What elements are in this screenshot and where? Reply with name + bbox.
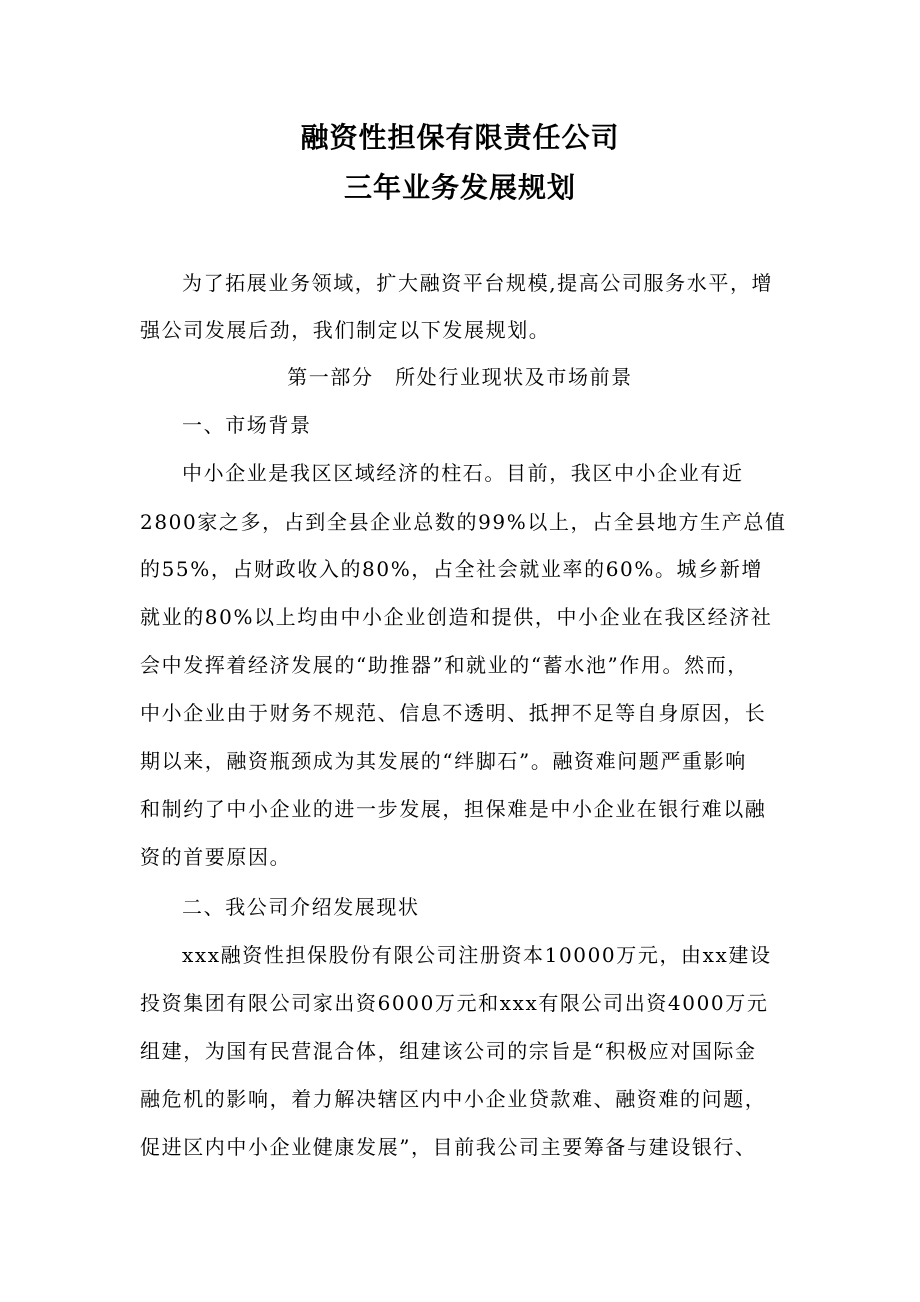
section1-body-line: 资的首要原因。 xyxy=(140,845,292,869)
section2-body-line: 融危机的影响，着力解决辖区内中小企业贷款难、融资难的问题， xyxy=(140,1087,767,1111)
document-title-line1: 融资性担保有限责任公司 xyxy=(300,121,620,154)
section1-body-line: 期以来，融资瓶颈成为其发展的“绊脚石”。融资难问题严重影响 xyxy=(140,749,747,773)
document-title-line2: 三年业务发展规划 xyxy=(343,171,576,204)
intro-line: 强公司发展后劲，我们制定以下发展规划。 xyxy=(140,318,551,342)
section1-heading: 一、市场背景 xyxy=(182,413,312,437)
section1-body-line: 中小企业是我区区域经济的柱石。目前，我区中小企业有近 xyxy=(182,461,744,485)
section2-body-line: 促进区内中小企业健康发展”，目前我公司主要筹备与建设银行、 xyxy=(140,1135,757,1159)
section1-body-line: 的55%，占财政收入的80%，占全社会就业率的60%。城乡新增 xyxy=(140,557,763,581)
section1-body-line: 中小企业由于财务不规范、信息不透明、抵押不足等自身原因，长 xyxy=(140,701,767,725)
section1-body-line: 会中发挥着经济发展的“助推器”和就业的“蓄水池”作用。然而， xyxy=(140,653,749,677)
part1-heading: 第一部分 所处行业现状及市场前景 xyxy=(287,365,633,389)
section2-heading: 二、我公司介绍发展现状 xyxy=(182,895,420,919)
section2-body-line: 投资集团有限公司家出资6000万元和xxx有限公司出资4000万元 xyxy=(140,991,769,1015)
section1-body-line: 和制约了中小企业的进一步发展，担保难是中小企业在银行难以融 xyxy=(140,797,767,821)
section1-body-line: 就业的80%以上均由中小企业创造和提供，中小企业在我区经济社 xyxy=(140,605,773,629)
intro-line: 为了拓展业务领域，扩大融资平台规模,提高公司服务水平，增 xyxy=(182,271,774,295)
section2-body-line: xxx融资性担保股份有限公司注册资本10000万元，由xx建设 xyxy=(182,943,772,967)
section1-body-line: 2800家之多，占到全县企业总数的99%以上，占全县地方生产总值 xyxy=(140,510,787,534)
section2-body-line: 组建，为国有民营混合体，组建该公司的宗旨是“积极应对国际金 xyxy=(140,1039,757,1063)
